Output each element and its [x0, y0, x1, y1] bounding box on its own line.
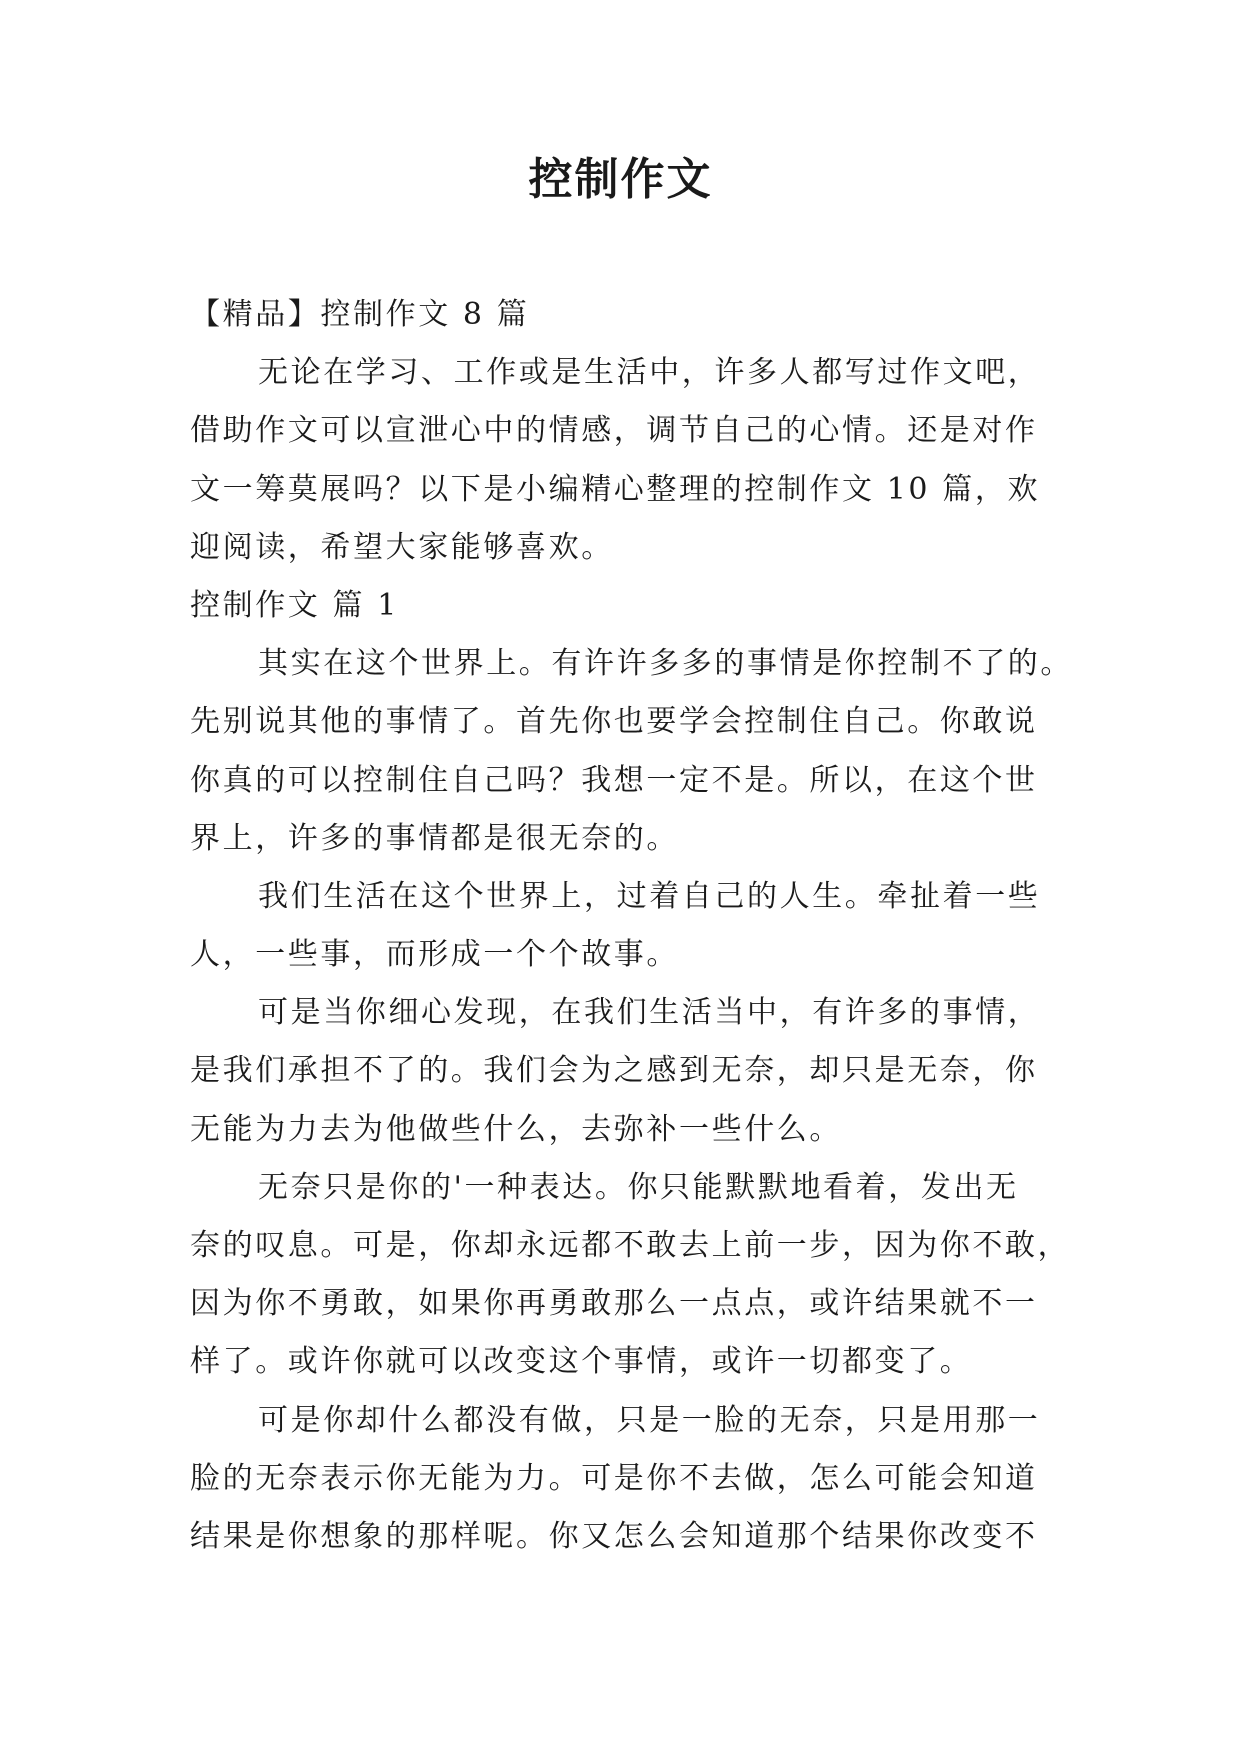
text-line: 奈的叹息。可是，你却永远都不敢去上前一步，因为你不敢，: [190, 1228, 1071, 1263]
text-line: 无论在学习、工作或是生活中，许多人都写过作文吧，: [258, 355, 1041, 391]
text-line: 迎阅读，希望大家能够喜欢。: [190, 529, 614, 565]
text-line: 无奈只是你的'一种表达。你只能默默地看着，发出无: [258, 1169, 1019, 1205]
text-line: 界上，许多的事情都是很无奈的。: [190, 820, 679, 856]
text-line: 先别说其他的事情了。首先你也要学会控制住自己。你敢说: [190, 704, 1038, 740]
text-line: 【精品】控制作文 8 篇: [190, 297, 530, 332]
text-line: 脸的无奈表示你无能为力。可是你不去做，怎么可能会知道: [190, 1460, 1038, 1496]
document-body: [190, 286, 1073, 1566]
document-title: 控制作文: [528, 154, 713, 205]
text-line: 借助作文可以宣泄心中的情感，调节自己的心情。还是对作: [190, 413, 1038, 449]
text-line: 样了。或许你就可以改变这个事情，或许一切都变了。: [190, 1344, 973, 1380]
text-line: 你真的可以控制住自己吗？我想一定不是。所以，在这个世: [190, 762, 1038, 798]
text-line: 无能为力去为他做些什么，去弥补一些什么。: [190, 1111, 842, 1147]
text-line: 控制作文 篇 1: [190, 587, 399, 623]
text-line: 可是当你细心发现，在我们生活当中，有许多的事情，: [258, 995, 1041, 1031]
text-line: 文一筹莫展吗？以下是小编精心整理的控制作文 10 篇，欢: [190, 471, 1041, 507]
text-line: 其实在这个世界上。有许许多多的事情是你控制不了的。: [258, 646, 1073, 682]
text-line: 可是你却什么都没有做，只是一脸的无奈，只是用那一: [258, 1402, 1041, 1438]
text-line: 我们生活在这个世界上，过着自己的人生。牵扯着一些: [258, 878, 1041, 914]
text-line: 人，一些事，而形成一个个故事。: [190, 937, 679, 973]
text-line: 因为你不勇敢，如果你再勇敢那么一点点，或许结果就不一: [190, 1286, 1038, 1322]
text-line: 结果是你想象的那样呢。你又怎么会知道那个结果你改变不: [190, 1518, 1038, 1554]
text-line: 是我们承担不了的。我们会为之感到无奈，却只是无奈，你: [190, 1053, 1038, 1089]
